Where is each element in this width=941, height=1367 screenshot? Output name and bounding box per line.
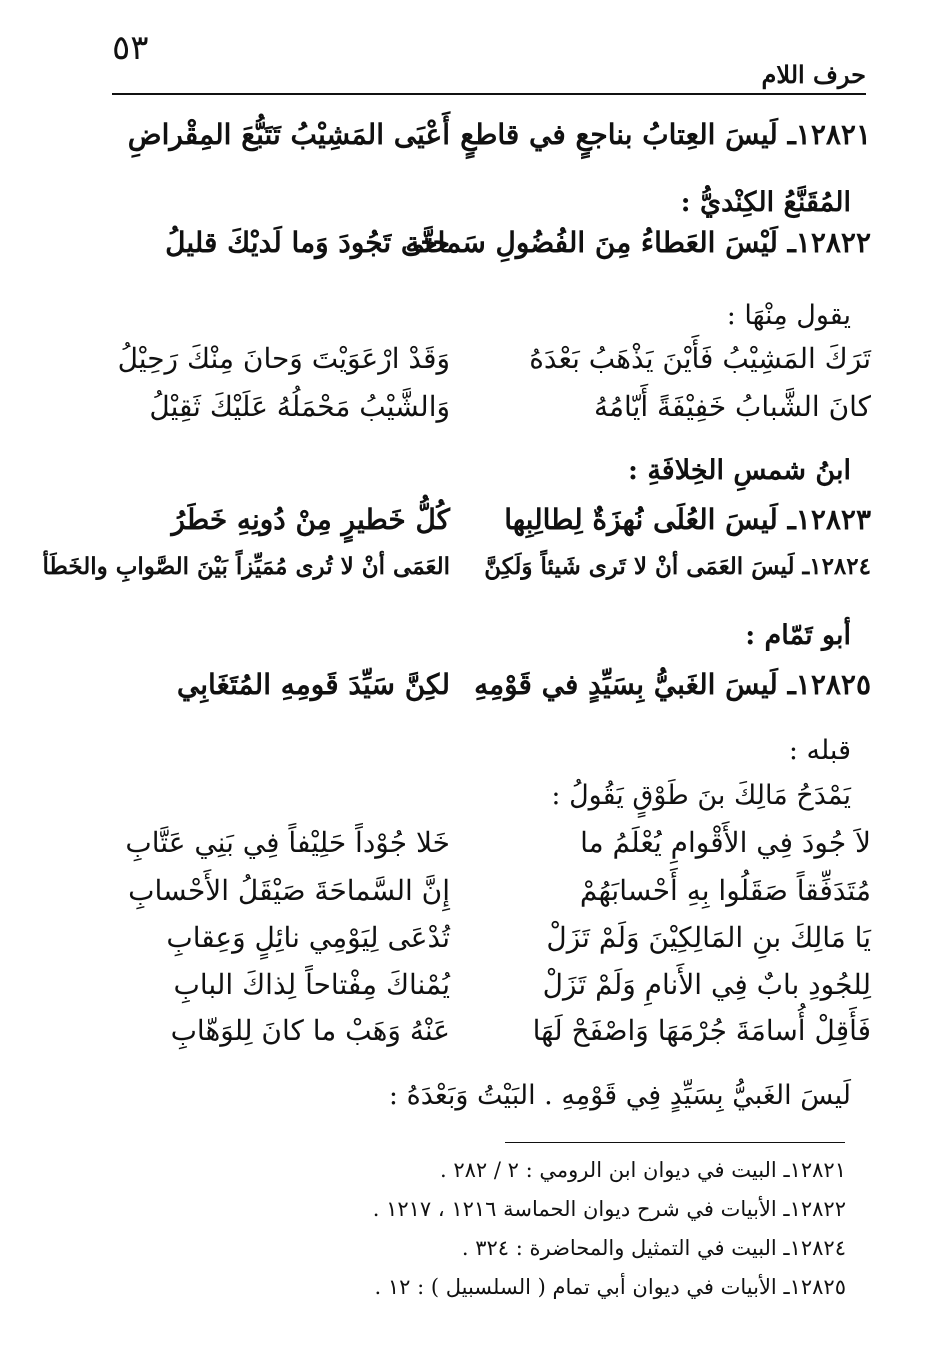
verse-first-hemistich: فَأَقِلْ أُسامَةَ جُرْمَهَا وَاصْفَحْ لَهَا (532, 1014, 871, 1047)
verse-line (105, 968, 871, 1012)
poet-name: المُقَنَّعُ الكِنْديُّ : (680, 187, 851, 218)
verse-12822 (105, 226, 871, 270)
verse-second-hemistich: أَعْيَى المَشِيْبُ تَتَبُّعَ المِقْراضِ (127, 118, 450, 151)
verse-first-hemistich: تَرَكَ المَشِيْبُ فَأَيْنَ يَذْهَبُ بَعْدَهُ (529, 342, 871, 375)
verse-line (105, 921, 871, 965)
verse-first-hemistich: ١٢٨٢١ـ لَيسَ العِتابُ بناجعٍ في قاطعٍ (460, 118, 871, 151)
verse-first-hemistich: لِلجُودِ بابٌ فِي الأَنامِ وَلَمْ تَزَلْ (542, 968, 871, 1001)
verse-second-hemistich: وَقَدْ ارْعَوَيْتَ وَحانَ مِنْكَ رَحِيْلُ (117, 342, 450, 375)
verse-second-hemistich: لكِنَّ سَيِّدَ قَومِهِ المُتَغَابِي (176, 668, 450, 701)
verse-second-hemistich: حتَّى تَجُودَ وَما لَديْكَ قليلُ (165, 226, 450, 259)
verse-second-hemistich: العَمَى أنْ لا تُرى مُمَيِّزاً بَيْنَ الصَّوابِ والخَطَأ (42, 553, 450, 580)
verse-12823 (105, 503, 871, 547)
verse-first-hemistich: ١٢٨٢٢ـ لَيْسَ العَطاءُ مِنَ الفُضُولِ سَماحة (405, 226, 871, 259)
poet-name: ابنُ شمسِ الخِلافَةِ : (627, 455, 851, 486)
verse-second-hemistich: عَنْهُ وَهَبْ ما كانَ لِلوَهّابِ (170, 1014, 450, 1047)
verse-first-hemistich: ١٢٨٢٣ـ لَيسَ العُلَى نُهزَةٌ لِطالِبِها (504, 503, 871, 536)
intro-line: يقول مِنْهَا : (726, 300, 851, 331)
verse-second-hemistich: يُمْناكَ مِفْتاحاً لِذاكَ البابِ (173, 968, 450, 1001)
verse-first-hemistich: مُتَدَفِّقاً صَقَلُوا بِهِ أَحْسابَهُمْ (579, 874, 871, 907)
verse-line (105, 342, 871, 386)
page-number: ٥٣ (112, 28, 149, 68)
footnote-rule (505, 1142, 845, 1143)
poet-name: أبو تَمّام : (745, 620, 851, 651)
verse-12825 (105, 668, 871, 712)
footnote: ١٢٨٢٤ـ البيت في التمثيل والمحاضرة : ٣٢٤ . (461, 1236, 846, 1260)
header-rule (112, 93, 866, 95)
verse-first-hemistich: لاَ جُودَ فِي الأَقْوامِ يُعْلَمُ ما (580, 826, 871, 859)
verse-12821 (105, 118, 871, 162)
footnote: ١٢٨٢٢ـ الأبيات في شرح ديوان الحماسة ١٢١٦ ، ١٢١٧ . (372, 1197, 846, 1221)
verse-second-hemistich: وَالشَّيْبُ مَحْمَلُهُ عَلَيْكَ ثَقِيْلُ (149, 390, 450, 423)
intro-line: يَمْدَحُ مَالِكَ بنَ طَوْقٍ يَقُولُ : (551, 780, 851, 811)
chapter-header: حرف اللام (761, 60, 866, 89)
verse-line (105, 390, 871, 434)
verse-first-hemistich: يَا مَالِكَ بنِ المَالِكِيْنَ وَلَمْ تَزَلْ (546, 921, 871, 954)
footnote: ١٢٨٢١ـ البيت في ديوان ابن الرومي : ٢ / ٢٨٢ . (439, 1158, 846, 1182)
verse-second-hemistich: كُلُّ خَطيرٍ مِنْ دُونِهِ خَطَرُ (171, 503, 450, 536)
verse-first-hemistich: كانَ الشَّبابُ خَفِيْفَةً أَيّامُهُ (594, 390, 871, 423)
footnote: ١٢٨٢٥ـ الأبيات في ديوان أبي تمام ( السلسبيل ) : ١٢ . (374, 1275, 846, 1299)
verse-first-hemistich: ١٢٨٢٤ـ لَيسَ العَمَى أنْ لا تَرى شَيئاً وَلَكِنَّ (484, 553, 871, 580)
verse-first-hemistich: ١٢٨٢٥ـ لَيسَ الغَبيُّ بِسَيِّدٍ في قَوْمِهِ (474, 668, 871, 701)
verse-line (105, 1014, 871, 1058)
closing-line: لَيسَ الغَبيُّ بِسَيِّدٍ فِي قَوْمِهِ . البَيْتُ وَبَعْدَهُ : (388, 1080, 851, 1111)
verse-second-hemistich: إِنَّ السَّماحَةَ صَيْقَلُ الأَحْسابِ (128, 874, 450, 907)
verse-second-hemistich: خَلا جُوْداً حَلِيْفاً فِي بَنِي عَتَّابِ (125, 826, 450, 859)
verse-line (105, 826, 871, 870)
verse-second-hemistich: تُدْعَى لِيَوْمِي نائِلٍ وَعِقابِ (166, 921, 450, 954)
verse-12824 (42, 553, 871, 597)
intro-line: قبله : (788, 735, 851, 766)
verse-line (105, 874, 871, 918)
